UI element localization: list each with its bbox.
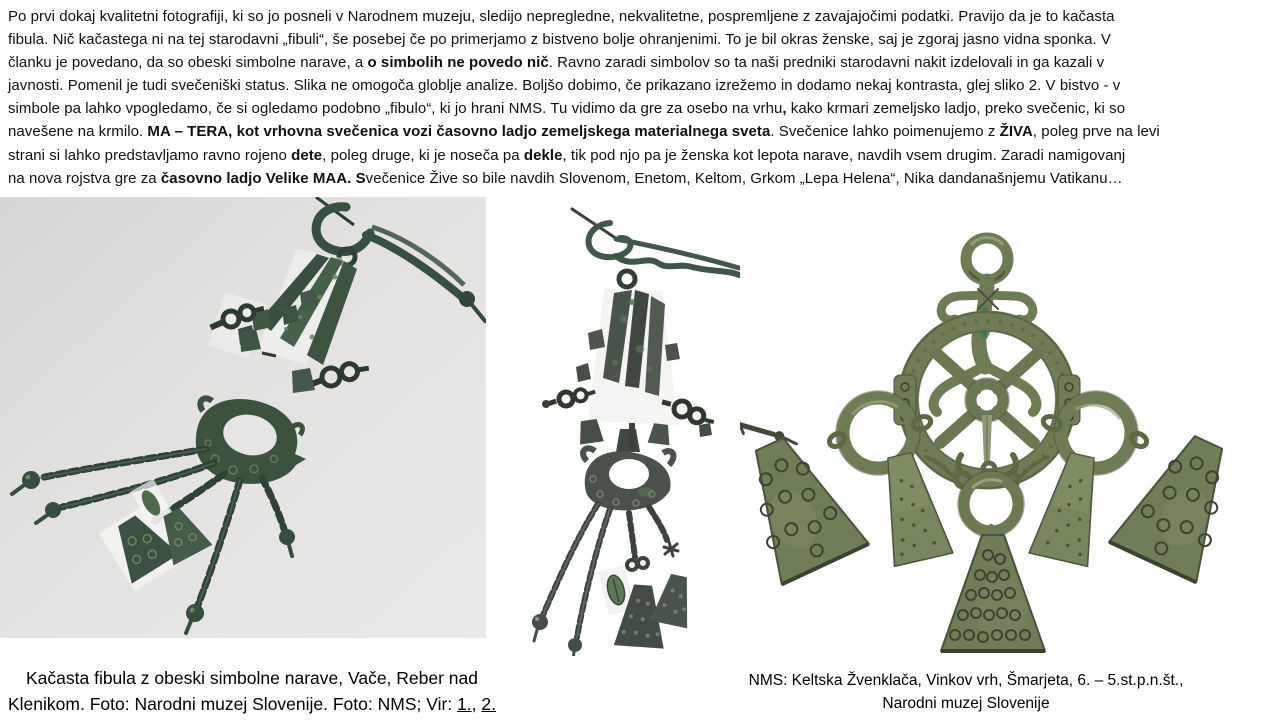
- intro-line: simbole pa lahko vpogledamo, če si ogledamo podobno „fibulo“, ki jo hrani NMS. Tu vidimo da gre za osebo na vrhu, kako krmari zemeljsko ladjo, preko svečenic, ki so: [8, 100, 1126, 118]
- caption-right: [736, 669, 1196, 715]
- caption-left: [2, 666, 502, 717]
- intro-line: članku je povedano, da so obeski simbolne narave, a o simbolih ne povedo nič. Ravno zaradi simbolov so ta naši predniki starodavni nakit izdelovali in ga kazali v: [8, 54, 1105, 72]
- photo-kacasta-fibula-angled: [0, 197, 486, 638]
- fibula-upright-illustration: [486, 197, 740, 656]
- caption-right-line1: NMS: Keltska Žvenklača, Vinkov vrh, Šmarjeta, 6. – 5.st.p.n.št.,: [748, 672, 1184, 689]
- intro-line: Po prvi dokaj kvalitetni fotografiji, ki so jo posneli v Narodnem muzeju, sledijo nepregledne, nekvalitetne, pospremljene z zavajajočimi podatki. Pravijo da je to kačasta: [8, 8, 1115, 25]
- intro-paragraph: [8, 5, 1278, 190]
- caption-link-separator: ,: [471, 693, 482, 714]
- fibula-angled-illustration: [0, 197, 486, 638]
- intro-line: fibula. Nič kačastega ni na tej starodavni „fibuli“, še posebej če po primerjamo z bistveno bolje ohranjenimi. To je bil okras ženske, saj je zgoraj jasno vidna sponka. V: [8, 31, 1111, 49]
- zvenklaca-illustration: [740, 197, 1280, 657]
- source-link-2[interactable]: 2.: [481, 693, 496, 714]
- photo-keltska-zvenklaca: [740, 197, 1280, 657]
- caption-right-line2: Narodni muzej Slovenije: [882, 695, 1050, 712]
- intro-line: strani si lahko predstavljamo ravno rojeno dete, poleg druge, ki je noseča pa dekle, tik pod njo pa je ženska kot lepota narave, navdih vsem drugim. Zaradi namigovanj: [8, 146, 1126, 164]
- intro-line: navešene na krmilo. MA – TERA, kot vrhovna svečenica vozi časovno ladjo zemeljskega materialnega sveta. Svečenice lahko poimenujemo z ŽIVA, poleg prve na levi: [8, 123, 1160, 141]
- caption-left-line2-prefix: Klenikom. Foto: Narodni muzej Slovenije. Foto: NMS; Vir:: [8, 693, 458, 714]
- photo-kacasta-fibula-upright: [486, 197, 740, 656]
- intro-line: javnosti. Pomenil je tudi svečeniški status. Slika ne omogoča globlje analize. Boljšo dobimo, če prikazano izrežemo in dodamo nekaj kontrasta, glej sliko 2. V bistvo - v: [8, 77, 1121, 95]
- intro-line: na nova rojstva gre za časovno ladjo Velike MAA. Svečenice Žive so bile navdih Slovenom, Enetom, Keltom, Grkom „Lepa Helena“, Nika dandanašnjemu Vatikanu…: [8, 169, 1123, 187]
- source-link-1[interactable]: 1.: [457, 693, 472, 714]
- caption-left-line1: Kačasta fibula z obeski simbolne narave, Vače, Reber nad: [25, 668, 479, 688]
